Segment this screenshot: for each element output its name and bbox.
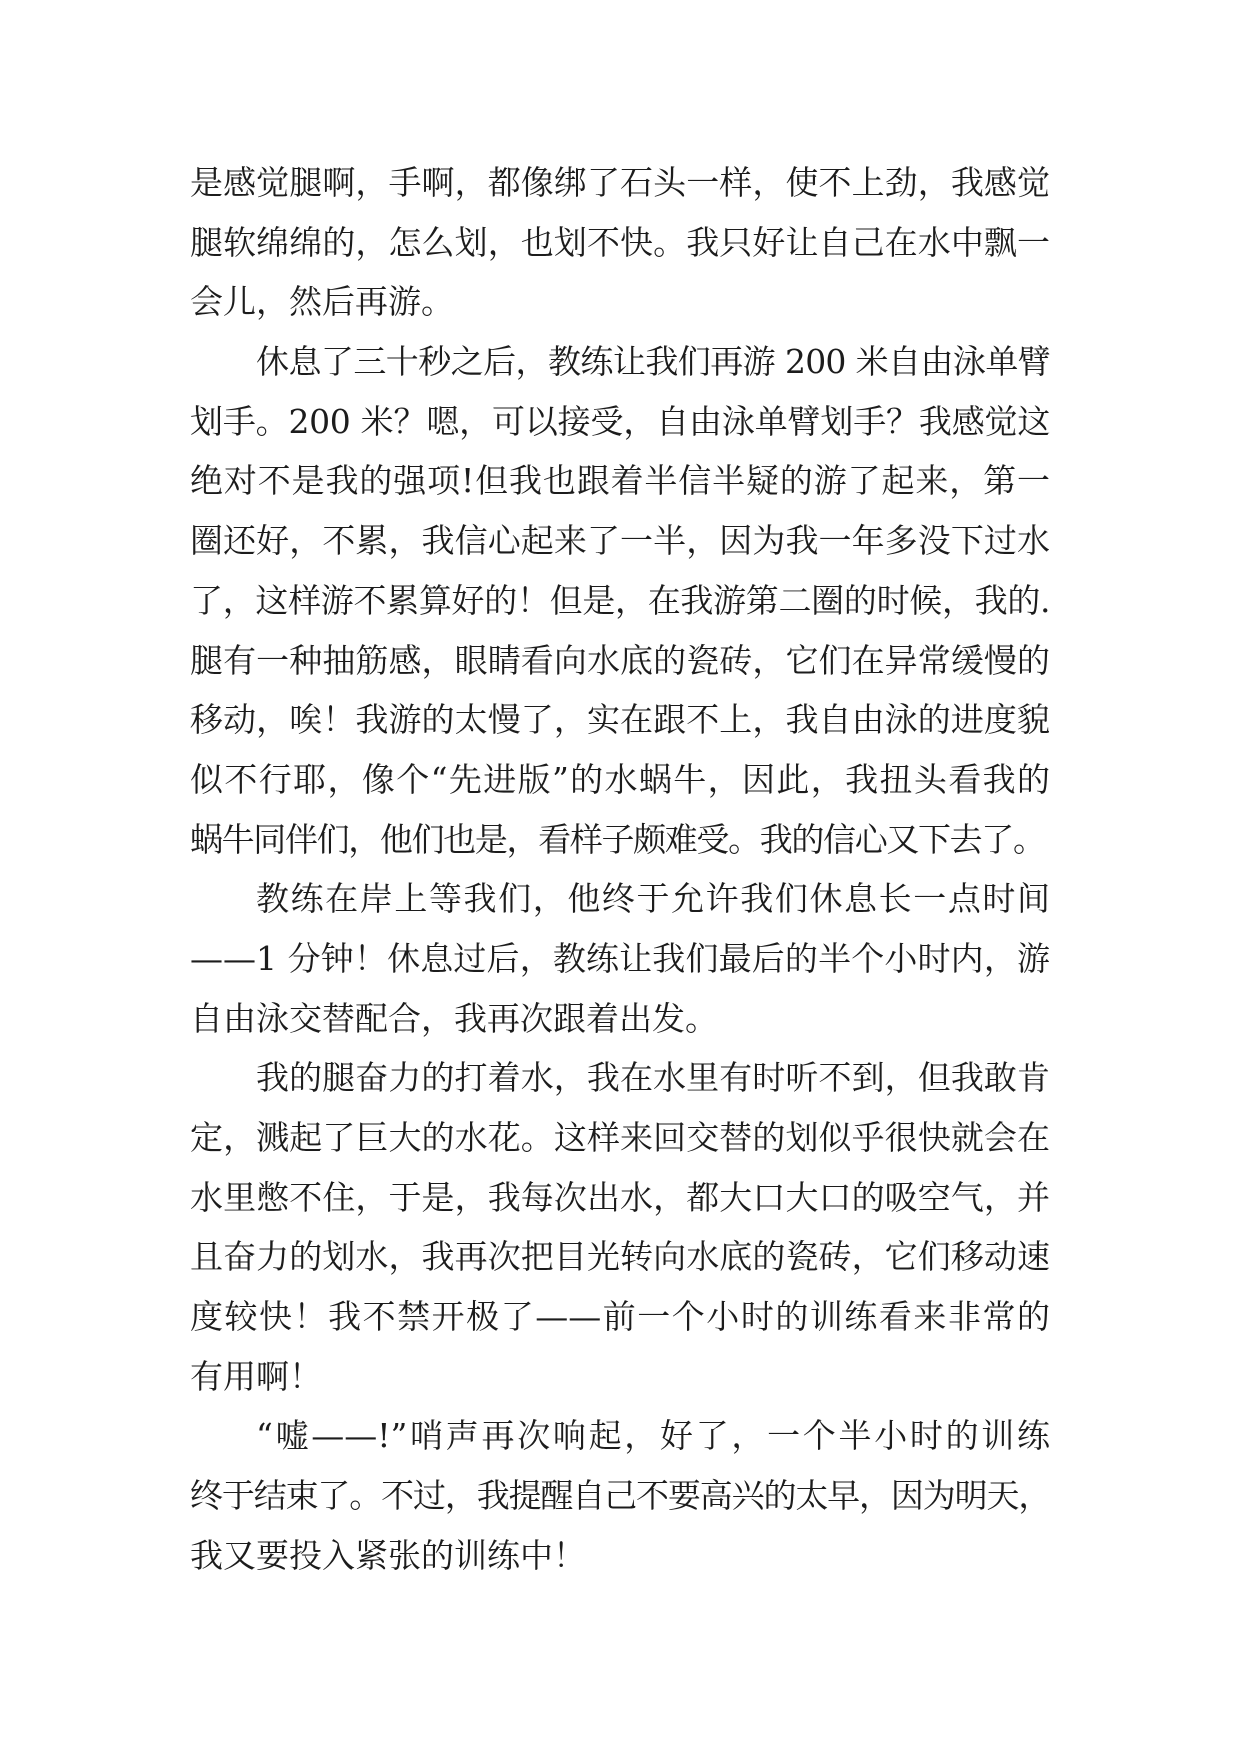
text-line: 教练在岸上等我们，他终于允许我们休息长一点时间 xyxy=(256,879,1050,919)
text-line: 水里憋不住，于是，我每次出水，都大口大口的吸空气，并 xyxy=(190,1177,1050,1217)
paragraph xyxy=(190,1406,1050,1585)
document-body xyxy=(190,153,1050,1586)
text-line: 划手。200 米？嗯，可以接受，自由泳单臂划手？我感觉这 xyxy=(190,401,1050,441)
text-line: 会儿，然后再游。 xyxy=(190,282,454,322)
text-line: 腿有一种抽筋感，眼睛看向水底的瓷砖，它们在异常缓慢的 xyxy=(190,640,1050,680)
text-line: “嘘——!”哨声再次响起，好了，一个半小时的训练 xyxy=(256,1416,1050,1456)
text-line: 休息了三十秒之后，教练让我们再游 200 米自由泳单臂 xyxy=(256,342,1050,382)
text-line: ——1 分钟！休息过后，教练让我们最后的半个小时内，游 xyxy=(190,938,1050,978)
text-line: 度较快！我不禁开极了——前一个小时的训练看来非常的 xyxy=(190,1297,1050,1337)
text-line: 似不行耶，像个“先进版”的水蜗牛，因此，我扭头看我的 xyxy=(190,759,1050,799)
text-line: 了，这样游不累算好的！但是，在我游第二圈的时候，我的. xyxy=(190,580,1050,620)
paragraph xyxy=(190,332,1050,869)
text-line: 移动，唉！我游的太慢了，实在跟不上，我自由泳的进度貌 xyxy=(190,700,1050,740)
text-line: 我的腿奋力的打着水，我在水里有时听不到，但我敢肯 xyxy=(256,1058,1050,1098)
text-line: 我又要投入紧张的训练中！ xyxy=(190,1535,586,1575)
text-line: 腿软绵绵的，怎么划，也划不快。我只好让自己在水中飘一 xyxy=(190,222,1050,262)
text-line: 定，溅起了巨大的水花。这样来回交替的划似乎很快就会在 xyxy=(190,1118,1050,1157)
text-line: 绝对不是我的强项!但我也跟着半信半疑的游了起来，第一 xyxy=(190,461,1050,501)
text-line: 有用啊！ xyxy=(190,1356,322,1396)
text-line: 蜗牛同伴们，他们也是，看样子颇难受。我的信心又下去了。 xyxy=(190,819,1045,859)
text-line: 是感觉腿啊，手啊，都像绑了石头一样，使不上劲，我感觉 xyxy=(190,163,1050,202)
paragraph xyxy=(190,153,1050,332)
text-line: 终于结束了。不过，我提醒自己不要高兴的太早，因为明天， xyxy=(190,1476,1050,1516)
text-line: 自由泳交替配合，我再次跟着出发。 xyxy=(190,998,718,1038)
paragraph xyxy=(190,869,1050,1048)
text-line: 且奋力的划水，我再次把目光转向水底的瓷砖，它们移动速 xyxy=(190,1237,1050,1277)
paragraph xyxy=(190,1048,1050,1406)
text-line: 圈还好，不累，我信心起来了一半，因为我一年多没下过水 xyxy=(190,521,1050,561)
